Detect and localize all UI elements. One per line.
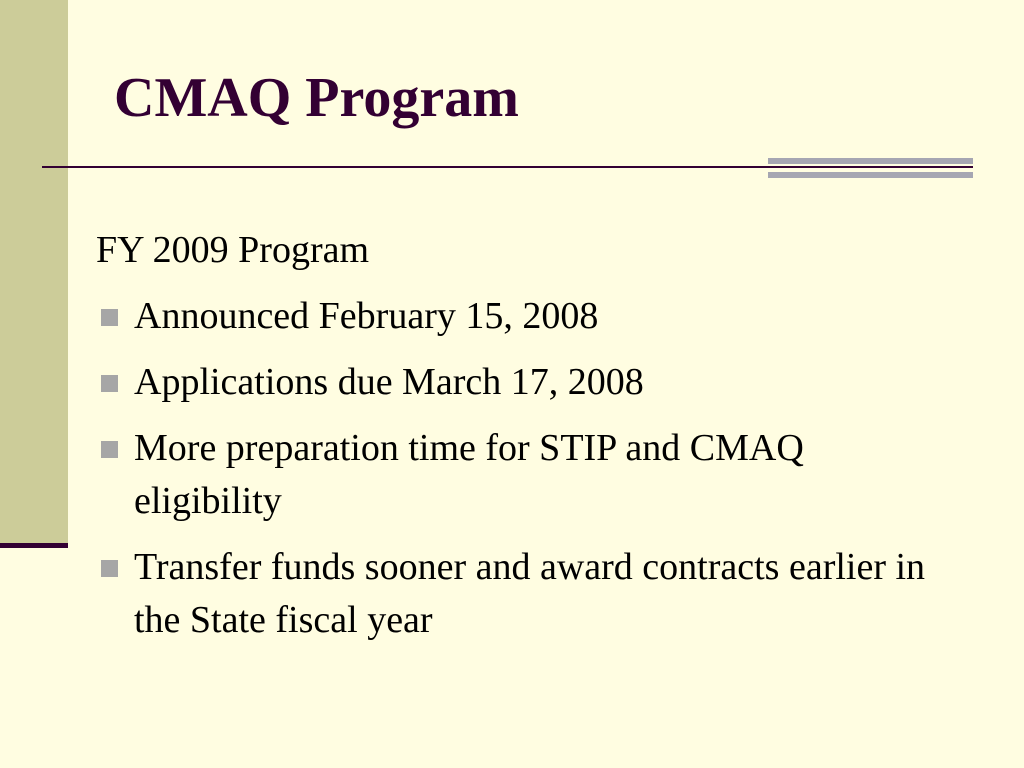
slide-body xyxy=(96,224,956,660)
bullet-text: Applications due March 17, 2008 xyxy=(134,361,644,403)
square-bullet-icon xyxy=(101,375,118,392)
side-band-decoration xyxy=(0,0,68,543)
bullet-text: Announced February 15, 2008 xyxy=(134,295,599,337)
slide-subheading: FY 2009 Program xyxy=(96,229,370,271)
bullet-list xyxy=(96,290,956,647)
title-rule-accent-top xyxy=(768,158,973,164)
square-bullet-icon xyxy=(101,560,118,577)
slide-title: CMAQ Program xyxy=(114,67,519,129)
title-underline xyxy=(42,166,973,168)
bullet-item xyxy=(96,356,956,409)
side-band-rule xyxy=(0,543,68,548)
bullet-item xyxy=(96,290,956,343)
square-bullet-icon xyxy=(101,309,118,326)
square-bullet-icon xyxy=(101,441,118,458)
bullet-item xyxy=(96,422,956,528)
bullet-text: More preparation time for STIP and CMAQ eligibility xyxy=(134,427,804,522)
bullet-text: Transfer funds sooner and award contracts earlier in the State fiscal year xyxy=(134,546,926,641)
bullet-item xyxy=(96,541,956,647)
title-rule-accent-bottom xyxy=(768,172,973,178)
